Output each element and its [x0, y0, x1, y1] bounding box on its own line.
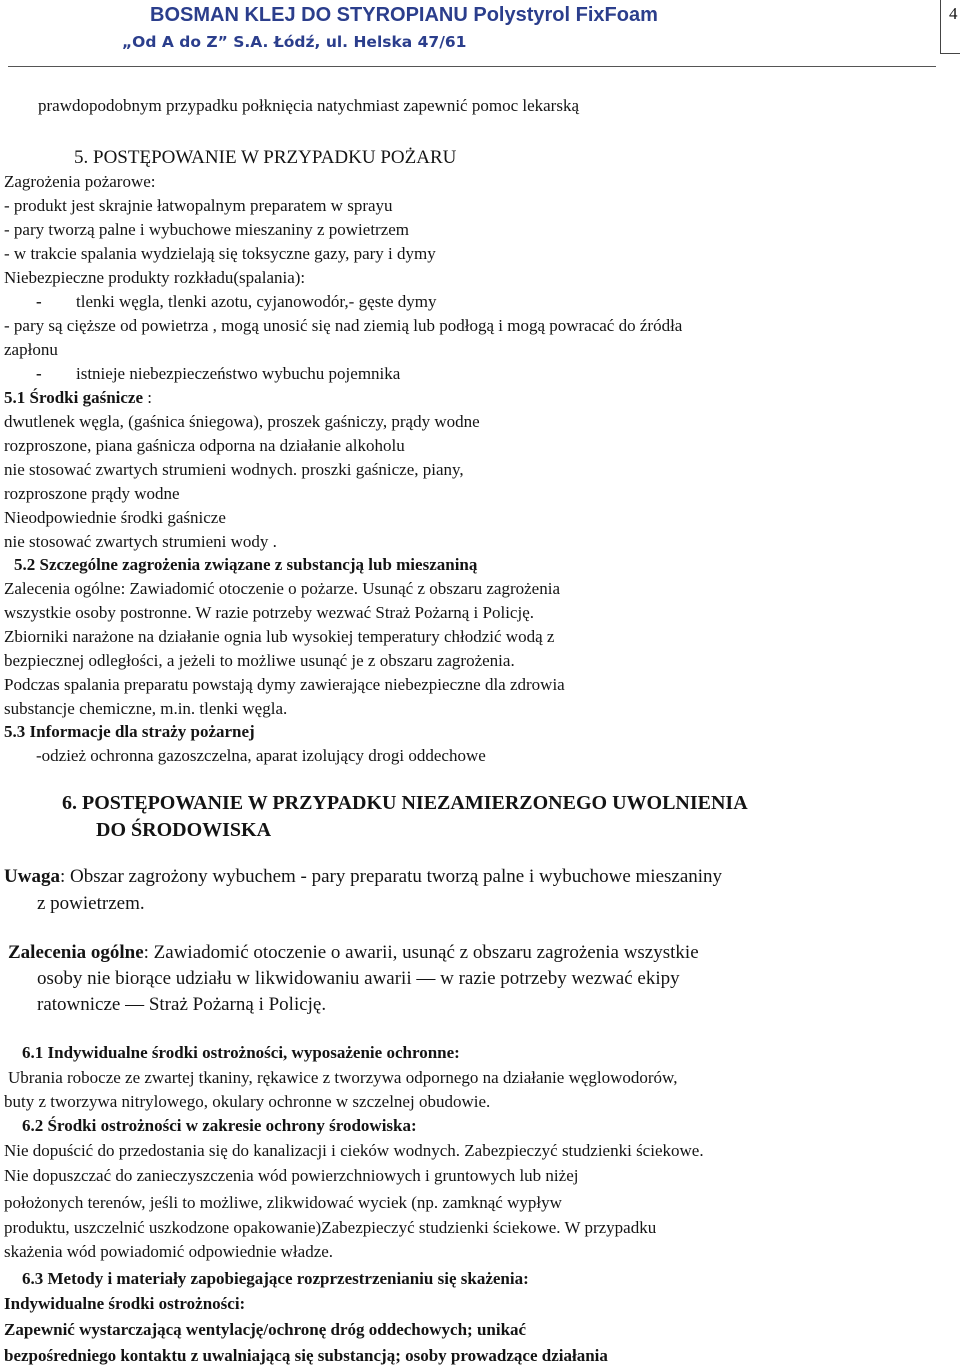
warning-label: Uwaga — [4, 866, 60, 887]
text-line: substancje chemiczne, m.in. tlenki węgla. — [4, 699, 288, 718]
text-line: Nie dopuszczać do zanieczyszczenia wód powierzchniowych i gruntowych lub niżej — [4, 1166, 579, 1185]
text-line: produktu, uszczelnić uszkodzone opakowanie)Zabezpieczyć studzienki ściekowe. W przypadku — [4, 1218, 657, 1237]
list-bullet: - — [36, 292, 42, 311]
page-number: 4 — [949, 4, 958, 23]
text-line: Zbiorniki narażone na działanie ognia lub wysokiej temperatury chłodzić wodą z — [4, 627, 555, 646]
subsection-6-2-heading: 6.2 Środki ostrożności w zakresie ochrony środowiska: — [22, 1116, 417, 1135]
general-recommendations-label: Zalecenia ogólne — [8, 942, 144, 963]
section-6-heading-continued: DO ŚRODOWISKA — [96, 819, 272, 841]
subsection-5-3-heading: 5.3 Informacje dla straży pożarnej — [4, 722, 255, 741]
text-line: położonych terenów, jeśli to możliwe, zlikwidować wyciek (np. zamknąć wypływ — [4, 1193, 562, 1212]
header-divider — [8, 66, 936, 67]
text-line: Niebezpieczne produkty rozkładu(spalania): — [4, 268, 306, 287]
text-line: -odzież ochronna gazoszczelna, aparat izolujący drogi oddechowe — [36, 746, 486, 765]
text-line: - produkt jest skrajnie łatwopalnym preparatem w sprayu — [4, 196, 393, 215]
text-line: z powietrzem. — [37, 893, 145, 914]
text-line: tlenki węgla, tlenki azotu, cyjanowodór,- gęste dymy — [76, 292, 437, 311]
subsection-label: 5.1 Środki gaśnicze — [4, 388, 144, 407]
text-line: Podczas spalania preparatu powstają dymy zawierające niebezpieczne dla zdrowia — [4, 675, 565, 694]
text-line: Nieodpowiednie środki gaśnicze — [4, 508, 226, 527]
text-line: rozproszone, piana gaśnicza odporna na działanie alkoholu — [4, 436, 405, 455]
general-recommendations-line — [8, 942, 699, 964]
text-line: - w trakcie spalania wydzielają się toksyczne gazy, pary i dymy — [4, 244, 436, 263]
general-recommendations-text: : Zawiadomić otoczenie o awarii, usunąć z obszaru zagrożenia wszystkie — [143, 942, 699, 963]
text-line: - pary są cięższe od powietrza , mogą unosić się nad ziemią lub podłogą i mogą powracać do źródła — [4, 316, 683, 335]
warning-line — [4, 866, 722, 888]
subsection-colon: : — [143, 388, 152, 407]
text-line-bold: Indywidualne środki ostrożności: — [4, 1294, 246, 1313]
text-line: bezpiecznej odległości, a jeżeli to możliwe usunąć je z obszaru zagrożenia. — [4, 651, 515, 670]
subsection-5-2-heading: 5.2 Szczególne zagrożenia związane z substancją lub mieszaniną — [14, 555, 478, 574]
warning-text: : Obszar zagrożony wybuchem - pary preparatu tworzą palne i wybuchowe mieszaniny — [59, 866, 723, 887]
header-subtitle: „Od A do Z” S.A. Łódź, ul. Helska 47/61 — [122, 33, 467, 51]
text-line: zapłonu — [4, 340, 58, 359]
text-line: Nie dopuścić do przedostania się do kanalizacji i cieków wodnych. Zabezpieczyć studzienki ściekowe. — [4, 1141, 704, 1160]
section-5-heading: 5. POSTĘPOWANIE W PRZYPADKU POŻARU — [74, 147, 457, 168]
section-6-heading: 6. POSTĘPOWANIE W PRZYPADKU NIEZAMIERZONEGO UWOLNIENIA — [62, 792, 748, 814]
text-line: prawdopodobnym przypadku połknięcia natychmiast zapewnić pomoc lekarską — [38, 96, 579, 115]
subsection-6-1-heading: 6.1 Indywidualne środki ostrożności, wyposażenie ochronne: — [22, 1043, 460, 1062]
subsection-6-3-heading: 6.3 Metody i materiały zapobiegające rozprzestrzenianiu się skażenia: — [22, 1269, 529, 1288]
text-line: buty z tworzywa nitrylowego, okulary ochronne w szczelnej obudowie. — [4, 1092, 491, 1111]
header-title: BOSMAN KLEJ DO STYROPIANU Polystyrol FixFoam — [150, 4, 658, 26]
text-line-bold: bezpośredniego kontaktu z uwalniającą się substancją; osoby prowadzące działania — [4, 1346, 608, 1365]
list-bullet: - — [36, 364, 42, 383]
text-line: Ubrania robocze ze zwartej tkaniny, rękawice z tworzywa odpornego na działanie węglowodorów, — [8, 1068, 678, 1087]
text-line: wszystkie osoby postronne. W razie potrzeby wezwać Straż Pożarną i Policję. — [4, 603, 534, 622]
text-line: Zalecenia ogólne: Zawiadomić otoczenie o pożarze. Usunąć z obszaru zagrożenia — [4, 579, 560, 598]
text-line-bold: Zapewnić wystarczającą wentylację/ochronę dróg oddechowych; unikać — [4, 1320, 527, 1339]
text-line: rozproszone prądy wodne — [4, 484, 180, 503]
text-line: osoby nie biorące udziału w likwidowaniu awarii — w razie potrzeby wezwać ekipy — [37, 968, 680, 989]
text-line: ratownicze — Straż Pożarną i Policję. — [37, 994, 327, 1015]
text-line: Zagrożenia pożarowe: — [4, 172, 156, 191]
text-line: nie stosować zwartych strumieni wody . — [4, 532, 277, 551]
text-line: nie stosować zwartych strumieni wodnych. proszki gaśnicze, piany, — [4, 460, 464, 479]
text-line: skażenia wód powiadomić odpowiednie władze. — [4, 1242, 334, 1261]
subsection-5-1-heading — [4, 388, 152, 408]
text-line: istnieje niebezpieczeństwo wybuchu pojemnika — [76, 364, 401, 383]
text-line: dwutlenek węgla, (gaśnica śniegowa), proszek gaśniczy, prądy wodne — [4, 412, 480, 431]
text-line: - pary tworzą palne i wybuchowe mieszaniny z powietrzem — [4, 220, 410, 239]
